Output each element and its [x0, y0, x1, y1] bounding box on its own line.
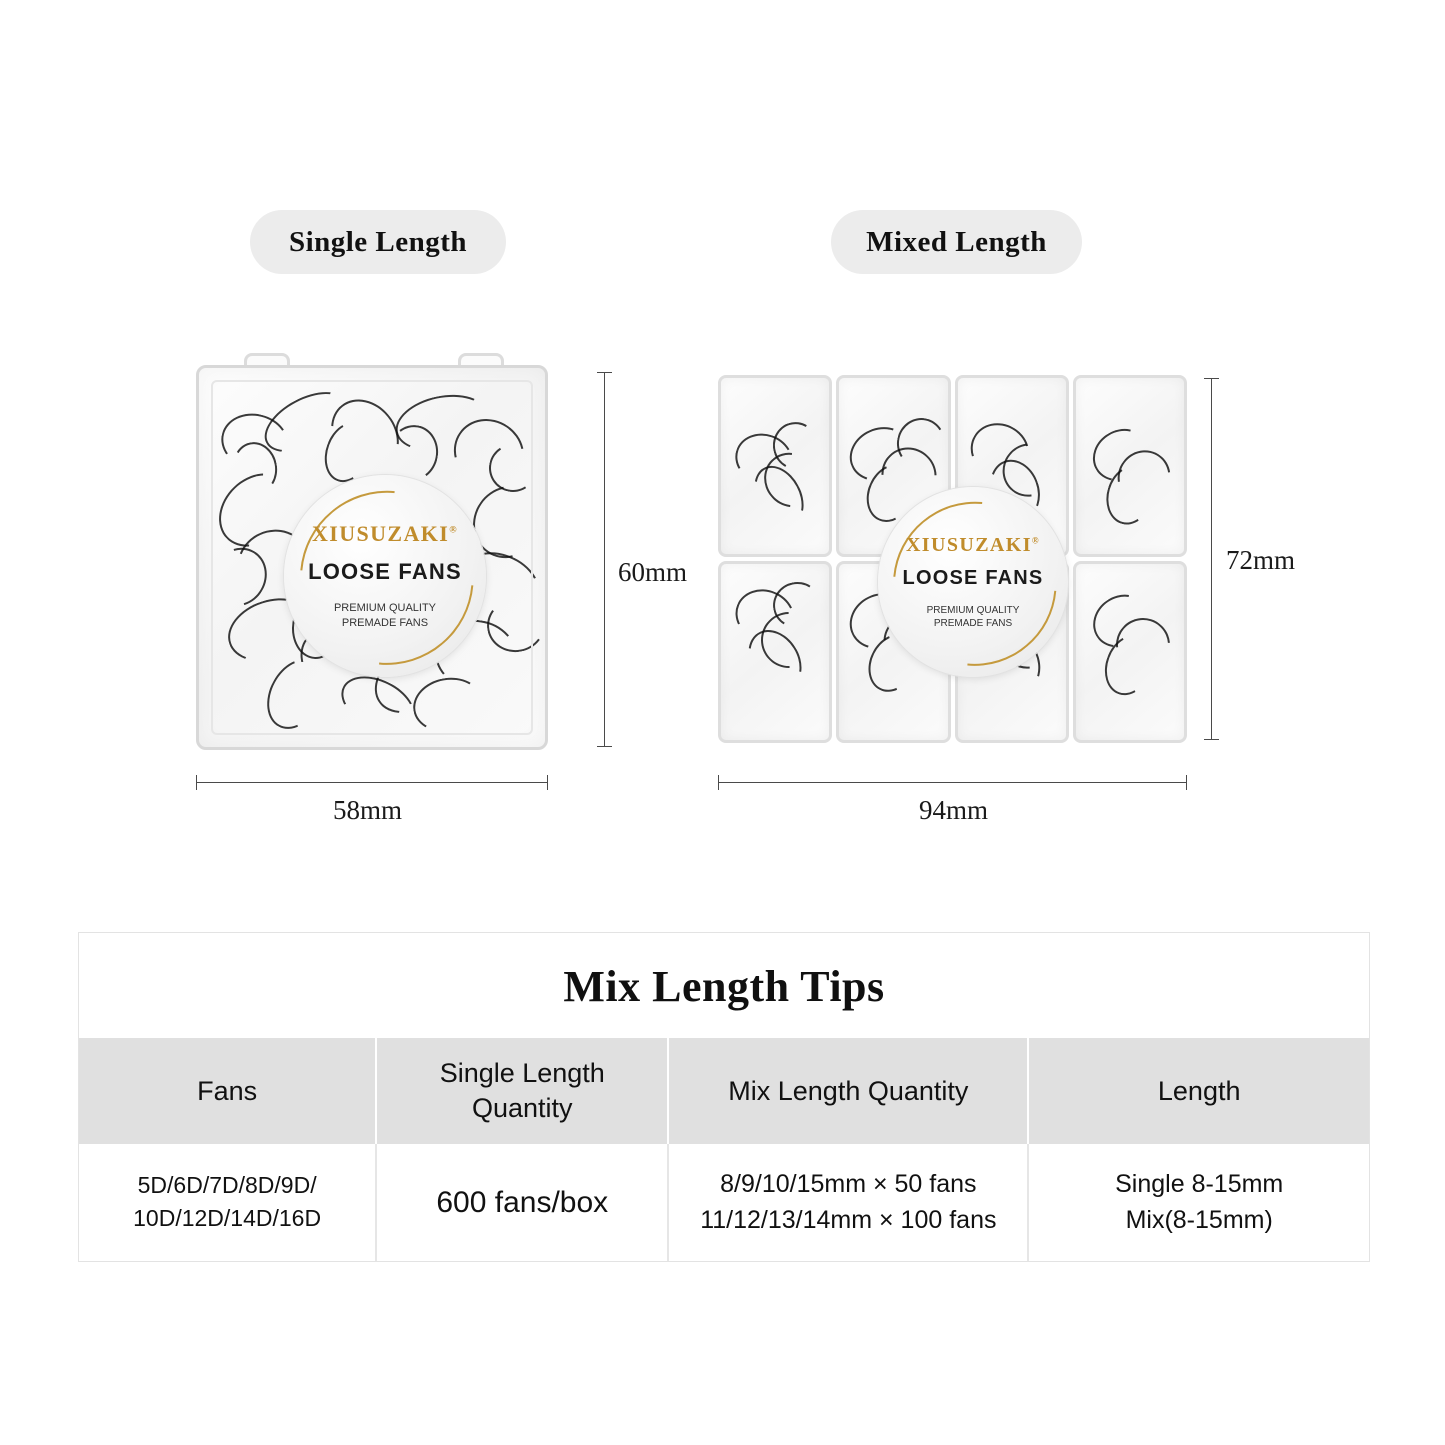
table-row — [79, 1144, 1369, 1261]
cell-mix-quantity — [668, 1144, 1028, 1261]
dimension-line-mixed-width — [718, 782, 1187, 783]
product-title: LOOSE FANS — [902, 566, 1044, 589]
pill-mixed-length: Mixed Length — [831, 210, 1082, 274]
spec-table — [79, 1038, 1369, 1261]
header-single-length-quantity — [376, 1038, 668, 1144]
mixed-cell — [718, 375, 832, 557]
dimension-label-single-height: 60mm — [618, 557, 688, 587]
dimension-line-single-width — [196, 782, 548, 783]
cell-single-quantity: 600 fans/box — [376, 1144, 668, 1261]
length-type-pills — [0, 210, 1445, 274]
dimension-label-mixed-width: 94mm — [919, 795, 989, 825]
product-subtitle-line2: PREMADE FANS — [341, 617, 429, 629]
dimension-label-single-width: 58mm — [333, 795, 403, 825]
product-title: LOOSE FANS — [308, 559, 462, 585]
mixed-cell — [1073, 561, 1187, 743]
header-mix-length-quantity: Mix Length Quantity — [668, 1038, 1028, 1144]
cell-fans-line2: 10D/12D/14D/16D — [133, 1205, 322, 1232]
header-single-length-quantity-line1: Single Length — [439, 1058, 605, 1088]
table-header-row — [79, 1038, 1369, 1144]
brand-label-mixed — [878, 487, 1068, 677]
brand-label-single — [284, 475, 486, 677]
product-subtitle-line1: PREMIUM QUALITY — [926, 604, 1020, 616]
mixed-cell — [1073, 375, 1187, 557]
dimension-line-single-height — [604, 372, 605, 747]
cell-fans — [79, 1144, 376, 1261]
dimension-label-mixed-height: 72mm — [1226, 545, 1296, 575]
cell-length-line1: Single 8-15mm — [1115, 1170, 1284, 1199]
brand-name: XIUSUZAKI® — [905, 533, 1041, 556]
brand-name: XIUSUZAKI® — [311, 521, 459, 547]
lash-texture-cell — [1076, 564, 1184, 740]
lash-texture-cell — [721, 378, 829, 554]
mixed-length-product-image — [718, 375, 1187, 743]
table-title: Mix Length Tips — [563, 962, 885, 1011]
pill-single-length: Single Length — [250, 210, 506, 274]
cell-mix-quantity-line2: 11/12/13/14mm × 100 fans — [700, 1206, 997, 1235]
lash-texture-cell — [721, 564, 829, 740]
product-subtitle-line2: PREMADE FANS — [933, 618, 1013, 629]
mix-length-tips-table — [78, 932, 1370, 1262]
mixed-cell — [718, 561, 832, 743]
header-fans: Fans — [79, 1038, 376, 1144]
cell-fans-line1: 5D/6D/7D/8D/9D/ — [137, 1172, 317, 1199]
lash-texture-cell — [1076, 378, 1184, 554]
dimension-line-mixed-height — [1211, 378, 1212, 740]
cell-mix-quantity-line1: 8/9/10/15mm × 50 fans — [720, 1170, 977, 1199]
header-single-length-quantity-line2: Quantity — [471, 1093, 573, 1124]
cell-length-line2: Mix(8-15mm) — [1125, 1206, 1273, 1235]
cell-length — [1028, 1144, 1369, 1261]
single-length-product-image — [196, 365, 548, 750]
product-subtitle-line1: PREMIUM QUALITY — [333, 602, 437, 615]
header-length: Length — [1028, 1038, 1369, 1144]
